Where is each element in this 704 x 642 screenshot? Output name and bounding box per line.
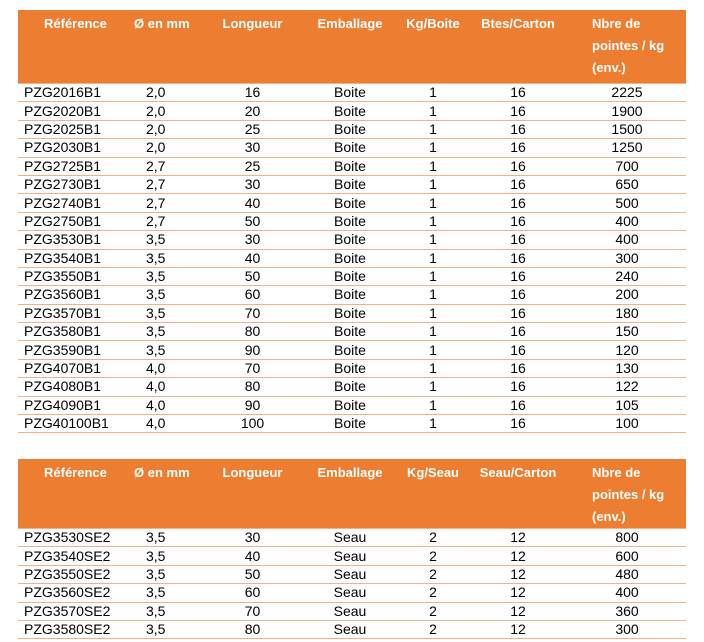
table-row	[18, 584, 686, 602]
kg-cell: 1	[398, 378, 468, 396]
table-row	[18, 304, 686, 322]
reference-cell: PZG3540SE2	[18, 547, 132, 565]
kg-cell: 2	[398, 547, 468, 565]
kg-cell: 1	[398, 120, 468, 138]
header-kg-per-unit: Kg/Boite	[398, 10, 468, 84]
nails-per-kg-cell: 1500	[568, 120, 686, 138]
diameter-cell: 2,0	[132, 84, 203, 102]
table-row	[18, 396, 686, 414]
nails-per-kg-cell: 240	[568, 267, 686, 285]
nails-per-kg-cell: 100	[568, 415, 686, 433]
kg-cell: 1	[398, 341, 468, 359]
table-row	[18, 212, 686, 230]
packaging-cell: Boite	[302, 249, 398, 267]
reference-cell: PZG40100B1	[18, 415, 132, 433]
nails-per-kg-cell: 150	[568, 323, 686, 341]
length-cell: 40	[203, 547, 302, 565]
reference-cell: PZG3580SE2	[18, 620, 132, 638]
packaging-cell: Boite	[302, 102, 398, 120]
header-length: Longueur	[203, 459, 302, 529]
nails-per-kg-cell: 650	[568, 175, 686, 193]
length-cell: 25	[203, 120, 302, 138]
table-row	[18, 194, 686, 212]
length-cell: 90	[203, 341, 302, 359]
diameter-cell: 2,7	[132, 175, 203, 193]
carton-cell: 16	[468, 84, 568, 102]
table-row	[18, 602, 686, 620]
nails-per-kg-cell: 600	[568, 547, 686, 565]
carton-cell: 12	[468, 620, 568, 638]
diameter-cell: 2,0	[132, 139, 203, 157]
reference-cell: PZG2025B1	[18, 120, 132, 138]
nails-per-kg-cell: 300	[568, 620, 686, 638]
table-row	[18, 249, 686, 267]
nails-per-kg-cell: 105	[568, 396, 686, 414]
nails-per-kg-cell: 2225	[568, 84, 686, 102]
packaging-cell: Seau	[302, 620, 398, 638]
packaging-cell: Seau	[302, 529, 398, 547]
header-nails-per-kg: Nbre de pointes / kg (env.)	[568, 459, 686, 529]
kg-cell: 1	[398, 212, 468, 230]
table-row	[18, 157, 686, 175]
length-cell: 60	[203, 584, 302, 602]
nails-per-kg-cell: 300	[568, 249, 686, 267]
length-cell: 50	[203, 565, 302, 583]
diameter-cell: 3,5	[132, 584, 203, 602]
reference-cell: PZG2030B1	[18, 139, 132, 157]
nails-per-kg-cell: 400	[568, 212, 686, 230]
length-cell: 40	[203, 194, 302, 212]
reference-cell: PZG4070B1	[18, 359, 132, 377]
length-cell: 30	[203, 139, 302, 157]
kg-cell: 1	[398, 175, 468, 193]
header-kg-per-unit: Kg/Seau	[398, 459, 468, 529]
table-header-row	[18, 459, 686, 529]
header-reference: Référence	[18, 459, 132, 529]
kg-cell: 1	[398, 102, 468, 120]
packaging-cell: Boite	[302, 267, 398, 285]
packaging-cell: Boite	[302, 378, 398, 396]
kg-cell: 1	[398, 359, 468, 377]
kg-cell: 2	[398, 620, 468, 638]
diameter-cell: 3,5	[132, 565, 203, 583]
carton-cell: 16	[468, 231, 568, 249]
packaging-cell: Boite	[302, 304, 398, 322]
diameter-cell: 2,7	[132, 157, 203, 175]
carton-cell: 16	[468, 396, 568, 414]
reference-cell: PZG2740B1	[18, 194, 132, 212]
carton-cell: 16	[468, 378, 568, 396]
table-row	[18, 359, 686, 377]
header-reference: Référence	[18, 10, 132, 84]
kg-cell: 1	[398, 157, 468, 175]
diameter-cell: 2,7	[132, 212, 203, 230]
diameter-cell: 3,5	[132, 547, 203, 565]
diameter-cell: 4,0	[132, 378, 203, 396]
length-cell: 80	[203, 323, 302, 341]
table-row	[18, 323, 686, 341]
kg-cell: 2	[398, 529, 468, 547]
carton-cell: 16	[468, 102, 568, 120]
header-diameter: Ø en mm	[132, 459, 203, 529]
table-row	[18, 529, 686, 547]
header-diameter: Ø en mm	[132, 10, 203, 84]
nails-per-kg-cell: 480	[568, 565, 686, 583]
reference-cell: PZG3550B1	[18, 267, 132, 285]
diameter-cell: 4,0	[132, 415, 203, 433]
table-row	[18, 102, 686, 120]
nails-per-kg-cell: 120	[568, 341, 686, 359]
kg-cell: 1	[398, 84, 468, 102]
packaging-cell: Boite	[302, 84, 398, 102]
kg-cell: 1	[398, 139, 468, 157]
packaging-cell: Boite	[302, 212, 398, 230]
kg-cell: 1	[398, 323, 468, 341]
diameter-cell: 3,5	[132, 529, 203, 547]
header-nails-per-kg: Nbre de pointes / kg (env.)	[568, 10, 686, 84]
table-row	[18, 84, 686, 102]
kg-cell: 1	[398, 267, 468, 285]
diameter-cell: 2,7	[132, 194, 203, 212]
table-row	[18, 415, 686, 433]
nails-per-kg-cell: 400	[568, 231, 686, 249]
length-cell: 70	[203, 602, 302, 620]
packaging-cell: Seau	[302, 602, 398, 620]
kg-cell: 2	[398, 602, 468, 620]
bucket-nails-table	[18, 459, 686, 639]
diameter-cell: 3,5	[132, 231, 203, 249]
reference-cell: PZG3580B1	[18, 323, 132, 341]
reference-cell: PZG3570B1	[18, 304, 132, 322]
carton-cell: 12	[468, 565, 568, 583]
reference-cell: PZG4080B1	[18, 378, 132, 396]
nails-per-kg-cell: 1250	[568, 139, 686, 157]
packaging-cell: Seau	[302, 547, 398, 565]
nails-per-kg-cell: 130	[568, 359, 686, 377]
nails-per-kg-cell: 200	[568, 286, 686, 304]
reference-cell: PZG3540B1	[18, 249, 132, 267]
reference-cell: PZG3530B1	[18, 231, 132, 249]
diameter-cell: 3,5	[132, 286, 203, 304]
table-row	[18, 139, 686, 157]
packaging-cell: Boite	[302, 415, 398, 433]
carton-cell: 16	[468, 157, 568, 175]
table-row	[18, 120, 686, 138]
nails-per-kg-cell: 360	[568, 602, 686, 620]
diameter-cell: 2,0	[132, 102, 203, 120]
length-cell: 20	[203, 102, 302, 120]
nails-per-kg-cell: 700	[568, 157, 686, 175]
packaging-cell: Boite	[302, 396, 398, 414]
nails-per-kg-cell: 400	[568, 584, 686, 602]
carton-cell: 12	[468, 602, 568, 620]
length-cell: 70	[203, 304, 302, 322]
diameter-cell: 3,5	[132, 341, 203, 359]
reference-cell: PZG2730B1	[18, 175, 132, 193]
diameter-cell: 3,5	[132, 602, 203, 620]
kg-cell: 1	[398, 249, 468, 267]
reference-cell: PZG2020B1	[18, 102, 132, 120]
header-units-per-carton: Btes/Carton	[468, 10, 568, 84]
length-cell: 30	[203, 175, 302, 193]
packaging-cell: Boite	[302, 120, 398, 138]
length-cell: 80	[203, 620, 302, 638]
length-cell: 100	[203, 415, 302, 433]
diameter-cell: 4,0	[132, 359, 203, 377]
table-row	[18, 231, 686, 249]
packaging-cell: Boite	[302, 175, 398, 193]
reference-cell: PZG2750B1	[18, 212, 132, 230]
diameter-cell: 2,0	[132, 120, 203, 138]
length-cell: 90	[203, 396, 302, 414]
packaging-cell: Boite	[302, 341, 398, 359]
carton-cell: 12	[468, 584, 568, 602]
length-cell: 50	[203, 267, 302, 285]
kg-cell: 1	[398, 415, 468, 433]
header-units-per-carton: Seau/Carton	[468, 459, 568, 529]
diameter-cell: 3,5	[132, 267, 203, 285]
nails-per-kg-cell: 122	[568, 378, 686, 396]
reference-cell: PZG4090B1	[18, 396, 132, 414]
length-cell: 16	[203, 84, 302, 102]
table-header-row	[18, 10, 686, 84]
reference-cell: PZG3570SE2	[18, 602, 132, 620]
diameter-cell: 3,5	[132, 323, 203, 341]
packaging-cell: Boite	[302, 139, 398, 157]
header-packaging: Emballage	[302, 10, 398, 84]
carton-cell: 16	[468, 286, 568, 304]
length-cell: 30	[203, 529, 302, 547]
packaging-cell: Boite	[302, 359, 398, 377]
nails-per-kg-cell: 1900	[568, 102, 686, 120]
carton-cell: 16	[468, 415, 568, 433]
length-cell: 40	[203, 249, 302, 267]
carton-cell: 16	[468, 175, 568, 193]
carton-cell: 12	[468, 529, 568, 547]
carton-cell: 16	[468, 323, 568, 341]
nails-per-kg-cell: 180	[568, 304, 686, 322]
box-nails-table	[18, 10, 686, 433]
carton-cell: 16	[468, 341, 568, 359]
carton-cell: 12	[468, 547, 568, 565]
carton-cell: 16	[468, 267, 568, 285]
kg-cell: 1	[398, 231, 468, 249]
carton-cell: 16	[468, 212, 568, 230]
reference-cell: PZG2725B1	[18, 157, 132, 175]
diameter-cell: 4,0	[132, 396, 203, 414]
diameter-cell: 3,5	[132, 304, 203, 322]
diameter-cell: 3,5	[132, 249, 203, 267]
diameter-cell: 3,5	[132, 620, 203, 638]
table-row	[18, 267, 686, 285]
packaging-cell: Boite	[302, 157, 398, 175]
packaging-cell: Boite	[302, 231, 398, 249]
reference-cell: PZG3560B1	[18, 286, 132, 304]
header-packaging: Emballage	[302, 459, 398, 529]
length-cell: 50	[203, 212, 302, 230]
nails-per-kg-cell: 500	[568, 194, 686, 212]
packaging-cell: Seau	[302, 584, 398, 602]
kg-cell: 2	[398, 565, 468, 583]
table-row	[18, 565, 686, 583]
table-row	[18, 378, 686, 396]
length-cell: 25	[203, 157, 302, 175]
carton-cell: 16	[468, 194, 568, 212]
length-cell: 80	[203, 378, 302, 396]
carton-cell: 16	[468, 249, 568, 267]
packaging-cell: Boite	[302, 194, 398, 212]
table-row	[18, 620, 686, 638]
packaging-cell: Seau	[302, 565, 398, 583]
kg-cell: 1	[398, 194, 468, 212]
table-row	[18, 175, 686, 193]
reference-cell: PZG3590B1	[18, 341, 132, 359]
table-row	[18, 286, 686, 304]
table-row	[18, 547, 686, 565]
carton-cell: 16	[468, 359, 568, 377]
packaging-cell: Boite	[302, 323, 398, 341]
table-row	[18, 341, 686, 359]
header-length: Longueur	[203, 10, 302, 84]
reference-cell: PZG3530SE2	[18, 529, 132, 547]
packaging-cell: Boite	[302, 286, 398, 304]
length-cell: 30	[203, 231, 302, 249]
carton-cell: 16	[468, 120, 568, 138]
carton-cell: 16	[468, 304, 568, 322]
kg-cell: 1	[398, 396, 468, 414]
kg-cell: 2	[398, 584, 468, 602]
kg-cell: 1	[398, 304, 468, 322]
length-cell: 60	[203, 286, 302, 304]
reference-cell: PZG3550SE2	[18, 565, 132, 583]
reference-cell: PZG2016B1	[18, 84, 132, 102]
length-cell: 70	[203, 359, 302, 377]
reference-cell: PZG3560SE2	[18, 584, 132, 602]
carton-cell: 16	[468, 139, 568, 157]
kg-cell: 1	[398, 286, 468, 304]
nails-per-kg-cell: 800	[568, 529, 686, 547]
